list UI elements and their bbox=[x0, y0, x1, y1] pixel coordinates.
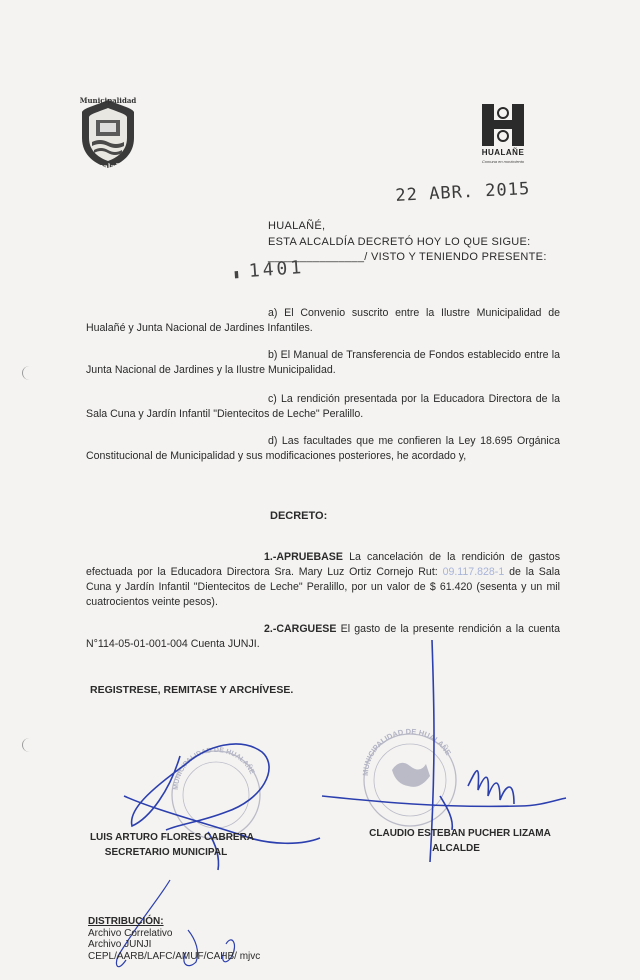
article-1 bbox=[86, 550, 560, 610]
distribution-line: Archivo Correlativo bbox=[88, 927, 173, 939]
consideration-rest: establecido entre la Junta Nacional de Jardines y la Ilustre Municipalidad. bbox=[86, 349, 560, 376]
distribution-block bbox=[88, 916, 260, 962]
decree-number-stamp: ▮ 1401 bbox=[232, 257, 305, 282]
consideration-d bbox=[86, 434, 560, 464]
svg-text:MUNICIPALIDAD DE HUALAÑE bbox=[361, 727, 453, 776]
distribution-line: CEPL/AARB/LAFC/AMUF/CAHB/ mjvc bbox=[88, 950, 261, 962]
signatory-left-name: LUIS ARTURO FLORES CABRERA bbox=[89, 832, 255, 843]
signatory-right bbox=[360, 826, 560, 856]
article-2-label: 2.-CARGUESE bbox=[264, 623, 337, 635]
h-logo-icon bbox=[476, 102, 530, 148]
punch-hole bbox=[22, 366, 37, 380]
consideration-rest: Municipalidad de Hualañé y Junta Nacional de Jardines Infantiles. bbox=[86, 307, 560, 334]
consideration-lead: d) Las facultades que me confieren la Ley 18.695 bbox=[268, 435, 513, 447]
consideration-b bbox=[86, 348, 560, 378]
seal-right-text: MUNICIPALIDAD DE HUALAÑE bbox=[360, 726, 453, 777]
brand-name: HUALAÑE bbox=[481, 148, 525, 157]
date-stamp: 22 ABR. 2015 bbox=[395, 178, 531, 206]
consideration-rest: Directora de la Sala Cuna y Jardín Infantil "Dientecitos de Leche" Peralillo. bbox=[86, 393, 560, 420]
decree-intro: ESTA ALCALDÍA DECRETÓ HOY LO QUE SIGUE: bbox=[268, 236, 531, 248]
brand-tagline: Comuna en movimiento bbox=[481, 159, 525, 164]
consideration-c bbox=[86, 392, 560, 422]
crest-shield-icon bbox=[80, 98, 136, 172]
consideration-lead: c) La rendición presentada por la Educadora bbox=[268, 393, 485, 405]
svg-text:MUNICIPALIDAD DE HUALAÑE bbox=[173, 747, 256, 790]
consideration-rest: Orgánica Constitucional de Municipalidad y sus modificaciones posteriores, he acordado y, bbox=[86, 435, 560, 462]
crest-bottom-text: Hualañé bbox=[91, 162, 125, 171]
seal-left-text: MUNICIPALIDAD DE HUALAÑE bbox=[172, 746, 256, 791]
distribution-line: Archivo JUNJI bbox=[88, 939, 152, 950]
place-heading: HUALAÑÉ, bbox=[268, 220, 326, 232]
consideration-a bbox=[86, 306, 560, 336]
article-2-text: El gasto de la presente rendición a la cuenta N°114-05-01-001-004 Cuenta JUNJI. bbox=[86, 623, 560, 650]
seal-right-stamp bbox=[361, 727, 456, 826]
signatory-left-role: SECRETARIO MUNICIPAL bbox=[104, 847, 228, 858]
crest-top-text: Municipalidad bbox=[79, 96, 137, 105]
signatory-right-name: CLAUDIO ESTEBAN PUCHER LIZAMA bbox=[369, 828, 551, 839]
distribution-title: DISTRIBUCIÓN: bbox=[88, 916, 164, 927]
seal-left-stamp bbox=[172, 747, 260, 839]
rut-number: 09.117.828-1 bbox=[442, 566, 505, 578]
article-1-text-a: La cancelación de la rendición de gastos efectuada por la Educadora Directora Sra. Mary Luz Ortiz Cornejo Rut: bbox=[86, 551, 560, 578]
closing-formula: REGISTRESE, REMITASE Y ARCHÍVESE. bbox=[90, 684, 294, 696]
article-1-text-b: de la Sala Cuna y Jardín Infantil "Dientecitos de Leche" Peralillo, por un valor de $ 61.420 (sesenta y un mil cuatrocientos veinte pesos). bbox=[86, 566, 561, 608]
punch-hole bbox=[22, 738, 37, 752]
municipal-crest-logo bbox=[80, 98, 136, 172]
consideration-lead: b) El Manual de Transferencia de Fondos bbox=[268, 349, 465, 361]
signatory-left bbox=[82, 830, 262, 860]
decreto-heading: DECRETO: bbox=[270, 510, 328, 522]
signatory-right-role: ALCALDE bbox=[432, 843, 480, 854]
visto-line: _______________/ VISTO Y TENIENDO PRESENTE: bbox=[268, 251, 547, 263]
article-1-label: 1.-APRUEBASE bbox=[264, 551, 343, 563]
consideration-lead: a) El Convenio suscrito entre la Ilustre bbox=[268, 307, 470, 319]
decree-number: 1401 bbox=[248, 257, 305, 282]
article-2 bbox=[86, 622, 560, 652]
hualane-brand-logo bbox=[476, 102, 530, 172]
